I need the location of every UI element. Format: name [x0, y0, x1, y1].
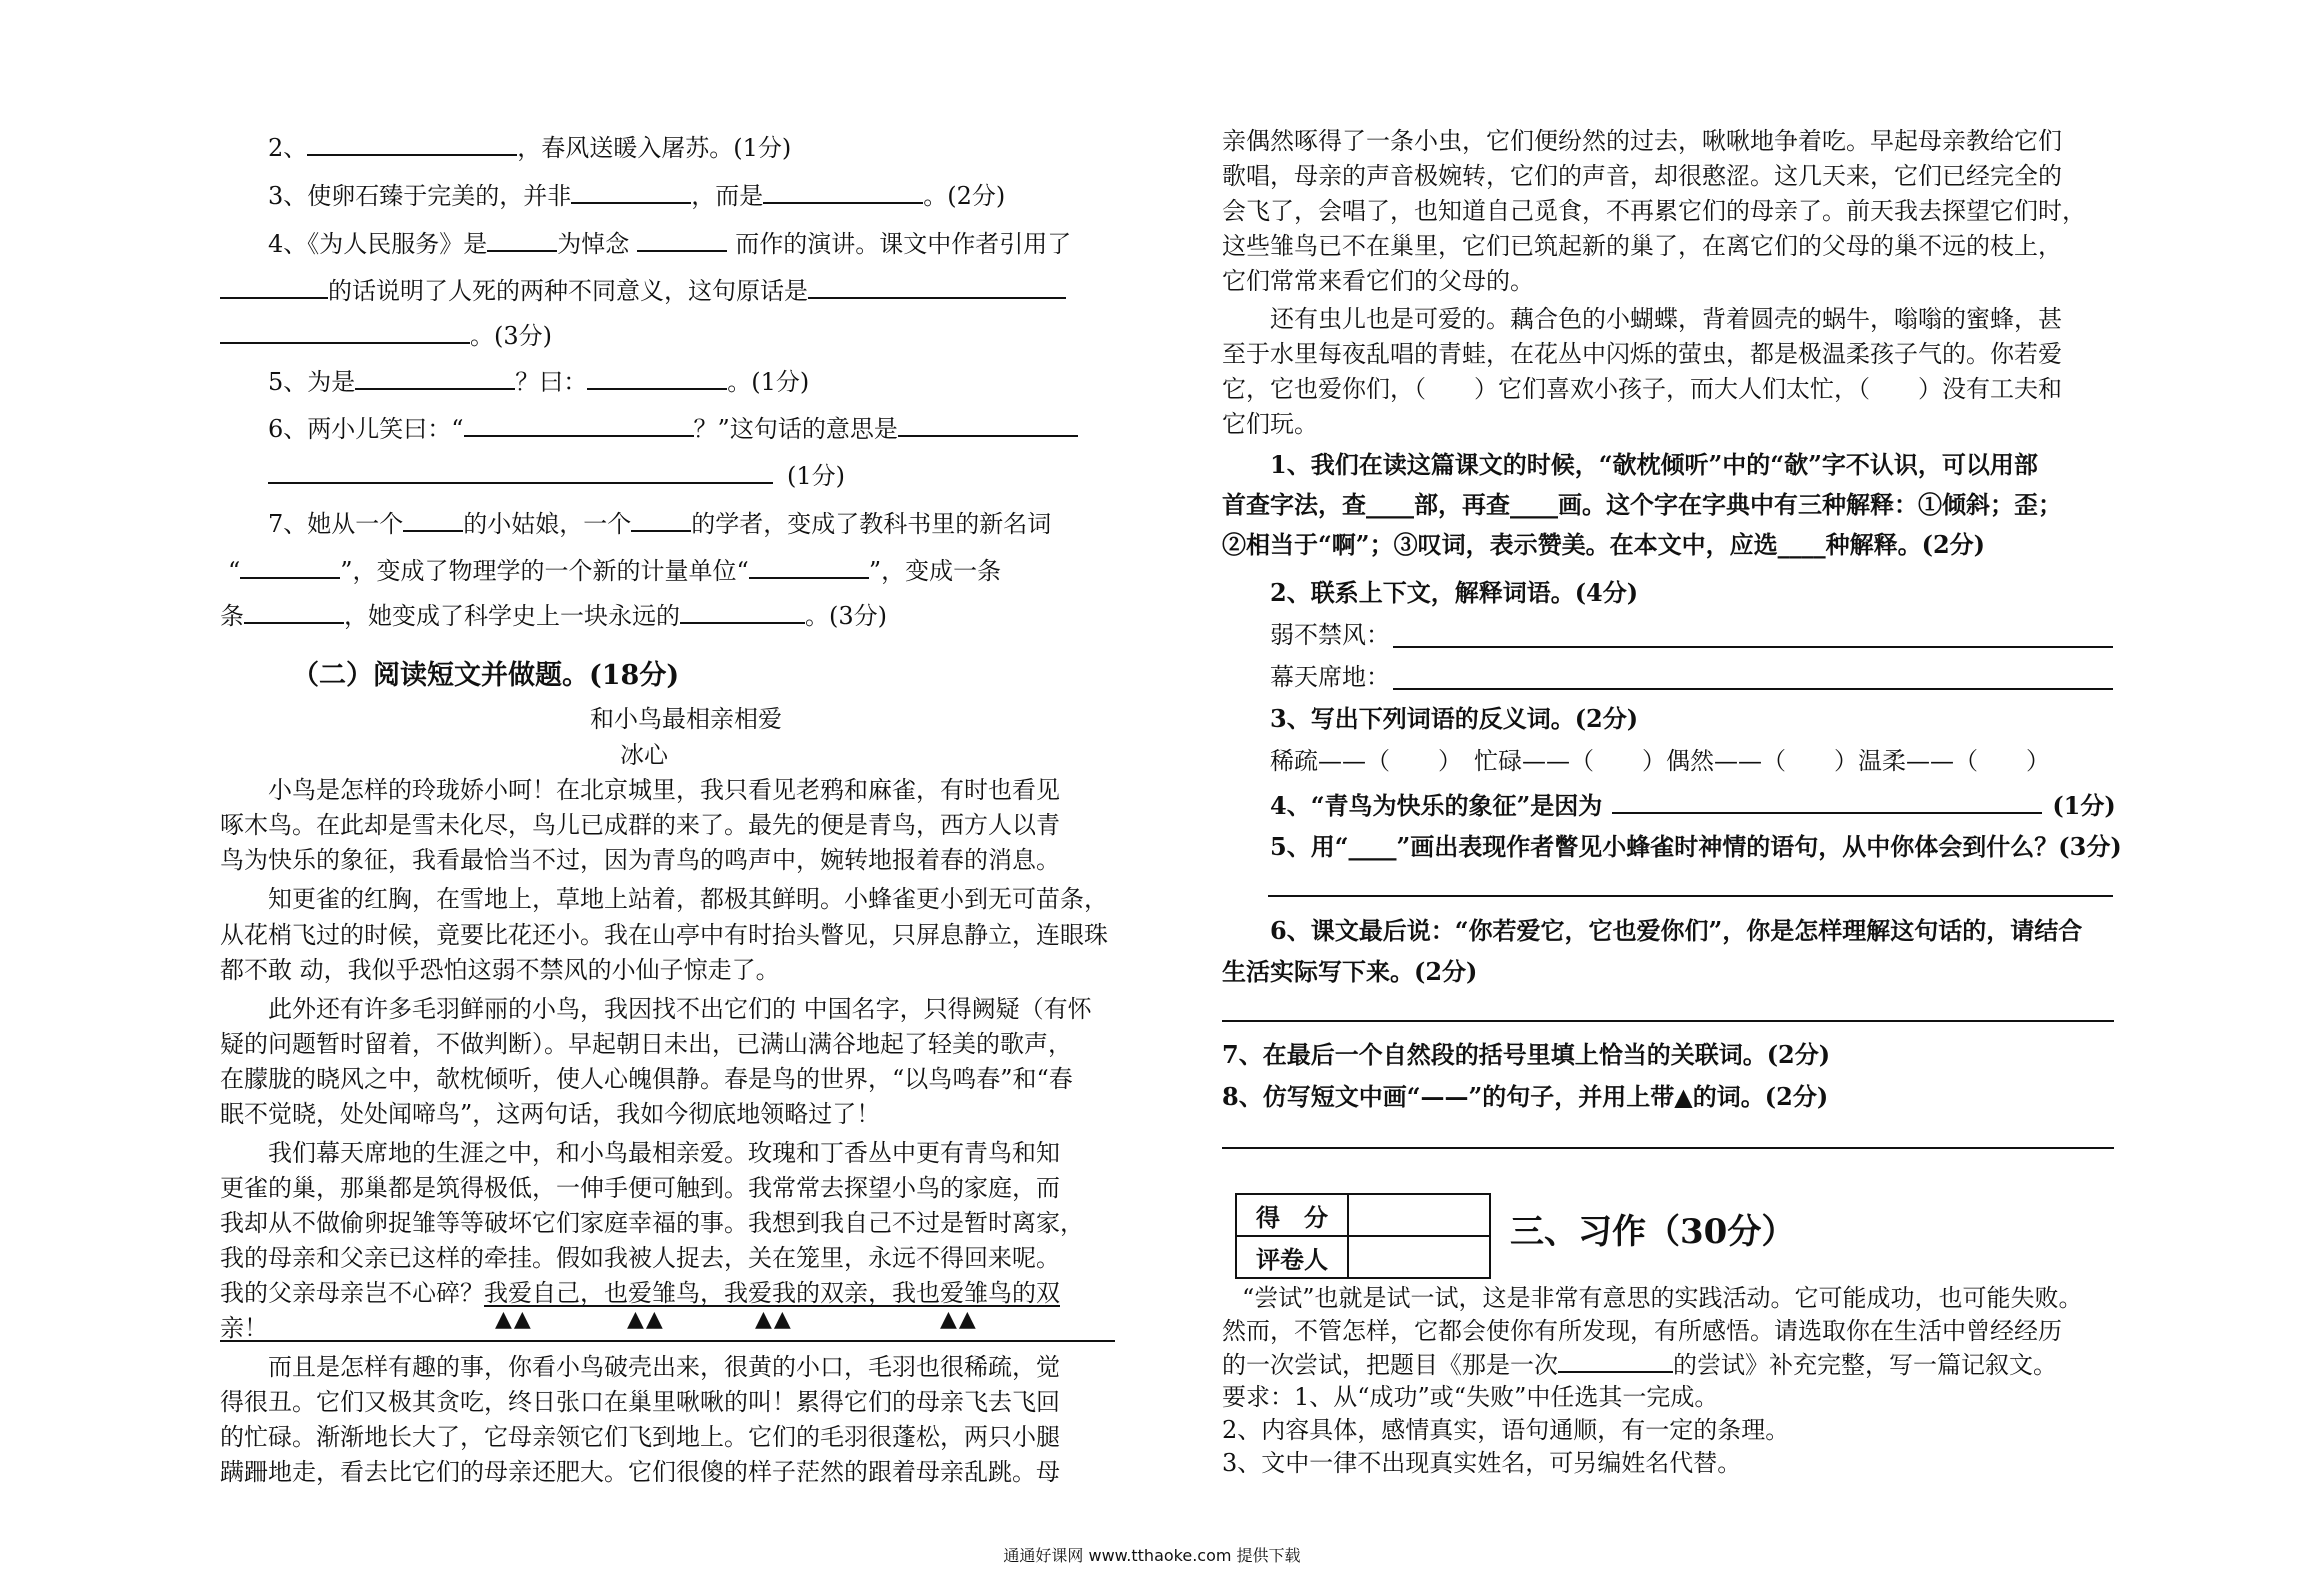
- answer-blank[interactable]: [220, 320, 470, 344]
- answer-blank[interactable]: [631, 508, 691, 532]
- passage-line: 在朦胧的晓风之中，欹枕倾听，使人心魄俱静。春是鸟的世界，“以鸟鸣春”和“春: [220, 1065, 1073, 1093]
- question-5: 5、为是 ？曰： 。(1分): [268, 368, 810, 396]
- answer-line[interactable]: [1268, 895, 2113, 897]
- answer-blank[interactable]: [1612, 790, 2042, 814]
- answer-blank[interactable]: [571, 180, 691, 204]
- section-2-heading: （二）阅读短文并做题。(18分): [292, 660, 680, 691]
- composition-requirement: 2、内容具体，感情真实，语句通顺，有一定的条理。: [1222, 1416, 1790, 1444]
- reading-question-6: 6、课文最后说：“你若爱它，它也爱你们”，你是怎样理解这句话的，请结合: [1270, 916, 2083, 945]
- passage-line: 都不敢 动，我似乎恐怕这弱不禁风的小仙子惊走了。: [220, 956, 780, 984]
- answer-blank[interactable]: [587, 366, 727, 390]
- footer-source: 通通好课网 www.tthaoke.com 提供下载: [1003, 1546, 1301, 1565]
- term-weak: 弱不禁风：: [1270, 621, 1390, 649]
- question-4: 4、《为人民服务》是 为悼念 而作的演讲。课文中作者引用了: [268, 230, 1072, 258]
- passage-line: 它们常常来看它们的父母的。: [1222, 267, 1534, 295]
- answer-blank[interactable]: [749, 555, 869, 579]
- question-7-line2: “ ”，变成了物理学的一个新的计量单位“ ”，变成一条: [228, 557, 1002, 585]
- answer-blank[interactable]: [464, 413, 694, 437]
- answer-blank[interactable]: [355, 366, 515, 390]
- question-7-line3: 条 ，她变成了科学史上一块永远的 。(3分): [220, 602, 887, 630]
- divider: [220, 1340, 1115, 1342]
- passage-line: 至于水里每夜乱唱的青蛙，在花丛中闪烁的萤虫，都是极温柔孩子气的。你若爱: [1222, 340, 2062, 368]
- passage-line: 而且是怎样有趣的事，你看小鸟破壳出来，很黄的小口，毛羽也很稀疏，觉: [268, 1353, 1060, 1381]
- answer-blank[interactable]: [680, 600, 805, 624]
- section-3-heading: 三、习作（30分）: [1510, 1212, 1796, 1252]
- answer-blank[interactable]: [220, 275, 328, 299]
- reading-question-4: 4、“青鸟为快乐的象征”是因为 (1分): [1270, 791, 2116, 820]
- passage-line: 它们玩。: [1222, 410, 1318, 438]
- passage-line: 从花梢飞过的时候，竟要比花还小。我在山亭中有时抬头瞥见，只屏息静立，连眼珠: [220, 921, 1108, 949]
- grader-label: 评卷人: [1236, 1236, 1348, 1278]
- answer-blank[interactable]: [403, 508, 463, 532]
- passage-line: 我的母亲和父亲已这样的牵挂。假如我被人捉去，关在笼里，永远不得回来呢。: [220, 1244, 1060, 1272]
- passage-line: 这些雏鸟已不在巢里，它们已筑起新的巢了，在离它们的父母的巢不远的枝上，: [1222, 232, 2062, 260]
- passage-line: 知更雀的红胸，在雪地上，草地上站着，都极其鲜明。小蜂雀更小到无可苗条，: [268, 885, 1108, 913]
- passage-line: 还有虫儿也是可爱的。藕合色的小蝴蝶，背着圆壳的蜗牛，嗡嗡的蜜蜂，甚: [1270, 305, 2062, 333]
- question-4-line3: 。(3分): [220, 320, 552, 351]
- score-cell[interactable]: [1348, 1194, 1490, 1236]
- reading-question-3: 3、写出下列词语的反义词。(2分): [1270, 704, 1639, 733]
- passage-author: 冰心: [620, 741, 668, 769]
- passage-line: 蹒跚地走，看去比它们的母亲还肥大。它们很傻的样子茫然的跟着母亲乱跳。母: [220, 1458, 1060, 1486]
- passage-line: 亲！: [220, 1314, 268, 1342]
- title-blank[interactable]: [1558, 1349, 1673, 1373]
- answer-blank[interactable]: [808, 275, 1066, 299]
- question-6-line2: (1分): [268, 460, 845, 491]
- composition-text: 然而，不管怎样，它都会使你有所发现，有所感悟。请选取你在生活中曾经经历: [1222, 1317, 2062, 1345]
- passage-line: 的忙碌。渐渐地长大了，它母亲领它们飞到地上。它们的毛羽很蓬松，两只小腿: [220, 1423, 1060, 1451]
- passage-title: 和小鸟最相亲相爱: [590, 705, 782, 733]
- composition-requirement: 要求：1、从“成功”或“失败”中任选其一完成。: [1222, 1383, 1719, 1411]
- passage-line: 我却从不做偷卵捉雏等等破坏它们家庭幸福的事。我想到我自己不过是暂时离家，: [220, 1209, 1084, 1237]
- passage-line: 会飞了，会唱了，也知道自己觅食，不再累它们的母亲了。前天我去探望它们时，: [1222, 197, 2086, 225]
- answer-line[interactable]: [1393, 688, 2113, 690]
- answer-line[interactable]: [1222, 1147, 2114, 1149]
- passage-line: 它，它也爱你们，（ ）它们喜欢小孩子，而大人们太忙，（ ）没有工夫和: [1222, 375, 2062, 403]
- passage-line: 眠不觉晓，处处闻啼鸟”，这两句话，我如今彻底地领略过了！: [220, 1100, 881, 1128]
- passage-line: 鸟为快乐的象征，我看最恰当不过，因为青鸟的鸣声中，婉转地报着春的消息。: [220, 846, 1060, 874]
- passage-line: 此外还有许多毛羽鲜丽的小鸟，我因找不出它们的 中国名字，只得阙疑（有怀: [268, 995, 1092, 1023]
- reading-question-6-line2: 生活实际写下来。(2分): [1222, 957, 1478, 986]
- answer-blank[interactable]: [898, 413, 1078, 437]
- score-table: [1235, 1193, 1491, 1279]
- reading-question-1-line2: 首查字法，查____部，再查____画。这个字在字典中有三种解释：①倾斜；歪；: [1222, 490, 2062, 519]
- answer-blank[interactable]: [240, 555, 340, 579]
- triangle-mark: ▲▲: [627, 1307, 665, 1332]
- answer-blank[interactable]: [268, 460, 773, 484]
- reading-question-8: 8、仿写短文中画“——”的句子，并用上带▲的词。(2分): [1222, 1082, 1829, 1111]
- answer-blank[interactable]: [244, 600, 344, 624]
- composition-text: 的一次尝试，把题目《那是一次 的尝试》补充完整，写一篇记叙文。: [1222, 1351, 2057, 1379]
- passage-line: 我们幕天席地的生涯之中，和小鸟最相亲爱。玫瑰和丁香丛中更有青鸟和知: [268, 1139, 1060, 1167]
- question-3: 3、使卵石臻于完美的，并非 ，而是 。(2分): [268, 182, 1006, 210]
- answer-blank[interactable]: [487, 228, 557, 252]
- underlined-sentence: 我爱自己，也爱雏鸟，我爱我的双亲，我也爱雏鸟的双: [484, 1279, 1060, 1307]
- answer-blank[interactable]: [637, 228, 727, 252]
- question-6: 6、两小儿笑曰：“ ？”这句话的意思是: [268, 413, 1078, 444]
- antonym-items: 稀疏——（ ） 忙碌——（ ）偶然——（ ）温柔——（ ）: [1270, 747, 2050, 775]
- passage-line: 得很丑。它们又极其贪吃，终日张口在巢里啾啾的叫！累得它们的母亲飞去飞回: [220, 1388, 1060, 1416]
- passage-line: 亲偶然啄得了一条小虫，它们便纷然的过去，啾啾地争着吃。早起母亲教给它们: [1222, 127, 2062, 155]
- answer-line[interactable]: [1393, 646, 2113, 648]
- question-7: 7、她从一个 的小姑娘，一个 的学者，变成了教科书里的新名词: [268, 510, 1052, 538]
- passage-line: 更雀的巢，那巢都是筑得极低，一伸手便可触到。我常常去探望小鸟的家庭，而: [220, 1174, 1060, 1202]
- passage-line: 小鸟是怎样的玲珑娇小呵！在北京城里，我只看见老鸦和麻雀，有时也看见: [268, 776, 1060, 804]
- reading-question-1-line3: ②相当于“啊”；③叹词，表示赞美。在本文中，应选____种解释。(2分): [1222, 530, 1986, 559]
- passage-line: 我的父亲母亲岂不心碎？我爱自己，也爱雏鸟，我爱我的双亲，我也爱雏鸟的双: [220, 1279, 1060, 1307]
- passage-line: 啄木鸟。在此却是雪未化尽，鸟儿已成群的来了。最先的便是青鸟，西方人以青: [220, 811, 1060, 839]
- reading-question-7: 7、在最后一个自然段的括号里填上恰当的关联词。(2分): [1222, 1040, 1831, 1069]
- answer-blank[interactable]: [307, 132, 517, 156]
- reading-question-1: 1、我们在读这篇课文的时候，“欹枕倾听”中的“欹”字不认识，可以用部: [1270, 450, 2038, 479]
- grader-cell[interactable]: [1348, 1236, 1490, 1278]
- triangle-mark: ▲▲: [755, 1307, 793, 1332]
- triangle-mark: ▲▲: [940, 1307, 978, 1332]
- triangle-mark: ▲▲: [495, 1307, 533, 1332]
- question-2: 2、 ，春风送暖入屠苏。(1分): [268, 134, 792, 162]
- passage-line: 疑的问题暂时留着，不做判断）。早起朝日未出，已满山满谷地起了轻美的歌声，: [220, 1030, 1072, 1058]
- reading-question-5: 5、用“____”画出表现作者瞥见小蜂雀时神情的语句，从中你体会到什么？(3分): [1270, 832, 2122, 861]
- answer-blank[interactable]: [763, 180, 923, 204]
- question-4-line2: 的话说明了人死的两种不同意义，这句原话是: [220, 275, 1066, 306]
- term-sky: 幕天席地：: [1270, 663, 1390, 691]
- composition-text: “尝试”也就是试一试，这是非常有意思的实践活动。它可能成功，也可能失败。: [1242, 1284, 2083, 1312]
- score-label: 得 分: [1236, 1194, 1348, 1236]
- composition-requirement: 3、文中一律不出现真实姓名，可另编姓名代替。: [1222, 1449, 1742, 1477]
- answer-line[interactable]: [1222, 1020, 2114, 1022]
- reading-question-2: 2、联系上下文，解释词语。(4分): [1270, 578, 1639, 607]
- passage-line: 歌唱，母亲的声音极婉转，它们的声音，却很憨涩。这几天来，它们已经完全的: [1222, 162, 2062, 190]
